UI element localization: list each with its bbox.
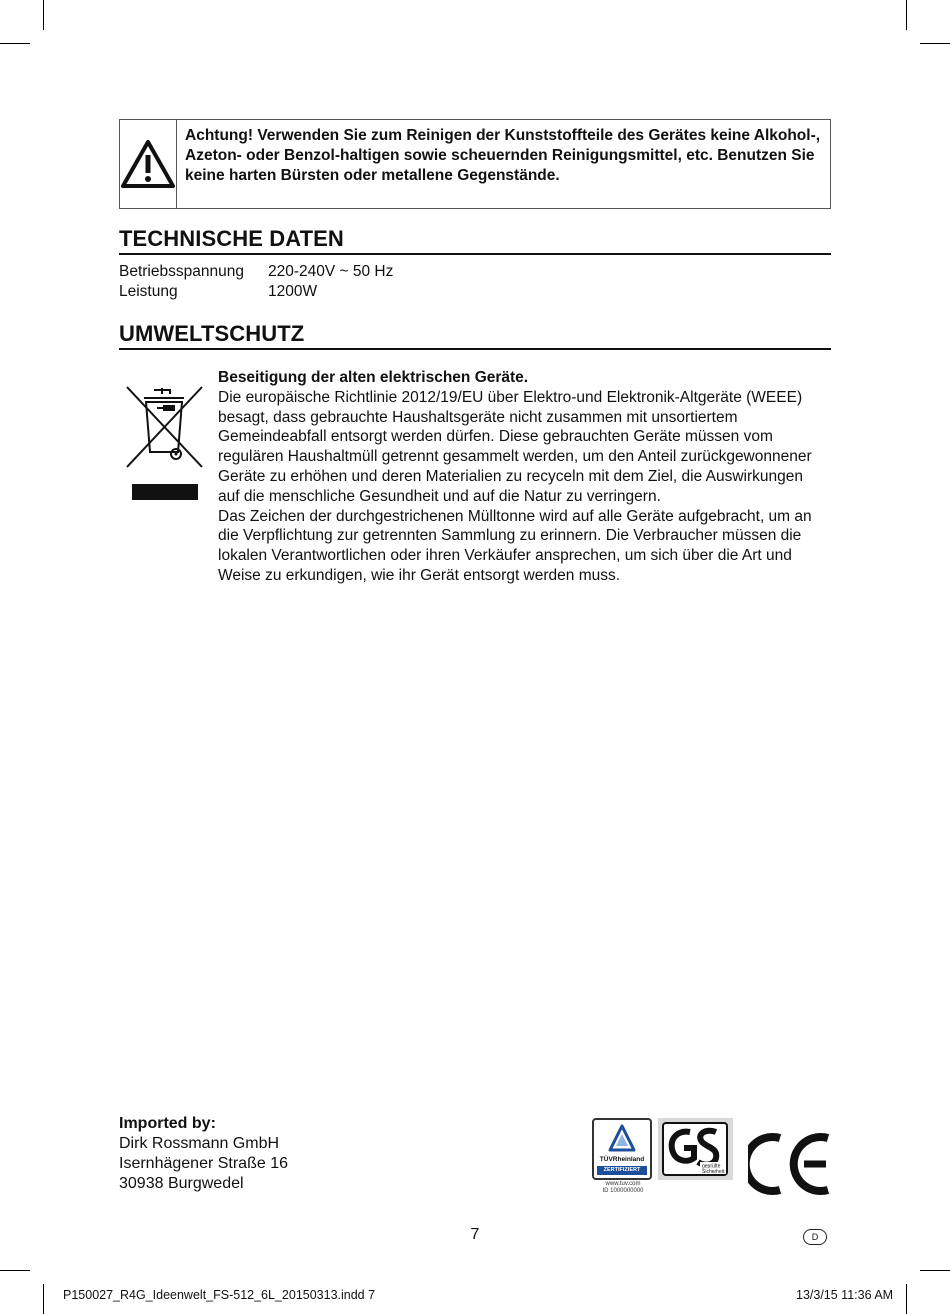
crop-mark [0, 1270, 30, 1271]
importer-label: Imported by: [119, 1115, 216, 1132]
crop-mark [43, 0, 44, 30]
spec-value: 220-240V ~ 50 Hz [268, 263, 394, 280]
spec-table [119, 262, 393, 302]
warning-triangle-icon [120, 139, 176, 189]
warning-icon-cell [120, 120, 177, 208]
ce-mark-icon [748, 1132, 832, 1196]
spec-row [119, 262, 393, 282]
disposal-paragraph-1: Die europäische Richtlinie 2012/19/EU über Elektro-und Elektronik-Altgeräte (WEEE) besagt, dass gebrauchte Haushaltsgeräte nicht zusammen mit unsortiertem Gemeindeabfall entsorgt werden dürfen. Diese gebrauchten Geräte müssen vom regulären Haushaltmüll getrennt gesammelt werden, um den Anteil zurückgewonnener Geräte zu erhöhen und deren Materialien zu recyceln mit dem Ziel, die Auswirkungen auf die menschliche Gesundheit und auf die Natur zu verringern. [218, 388, 812, 505]
importer-name: Dirk Rossmann GmbH [119, 1135, 280, 1152]
tuv-url [592, 1181, 654, 1195]
tuv-certified-label: ZERTIFIZIERT [597, 1166, 647, 1175]
importer-street: Isernhägener Straße 16 [119, 1155, 288, 1172]
crossed-out-wheelie-bin-icon [124, 384, 206, 504]
footer-file-name: P150027_R4G_Ideenwelt_FS-512_6L_20150313.indd 7 [63, 1288, 376, 1302]
spec-label: Betriebsspannung [119, 263, 244, 280]
tuv-url-text: www.tuv.com [605, 1181, 641, 1187]
footer-datetime: 13/3/15 11:36 AM [796, 1288, 894, 1302]
environment-text [218, 368, 828, 586]
spec-label: Leistung [119, 283, 178, 300]
disposal-paragraph-2: Das Zeichen der durchgestrichenen Mülltonne wird auf alle Geräte aufgebracht, um an die Verpflichtung zur getrennten Sammlung zu erinnern. Die Verbraucher müssen die lokalen Verantwortlichen oder ihren Verkäufer ansprechen, um sich über die Art und Weise zu erkundigen, wie ihr Gerät entsorgt werden muss. [218, 507, 812, 584]
crop-mark [920, 43, 950, 44]
gs-mark-icon [662, 1122, 728, 1176]
language-badge: D [803, 1229, 827, 1245]
crop-mark [906, 1284, 907, 1314]
technical-data-title: TECHNISCHE DATEN [119, 226, 831, 255]
gs-safety-logo [658, 1118, 733, 1180]
spec-value: 1200W [268, 283, 318, 300]
warning-box [119, 119, 831, 209]
importer-block [119, 1114, 288, 1194]
crop-mark [43, 1284, 44, 1314]
tuv-name: TÜVRheinland [599, 1156, 645, 1163]
tuv-triangle-icon [608, 1124, 636, 1154]
crop-mark [0, 43, 30, 44]
spec-row [119, 282, 393, 302]
tuv-id: ID 1000000000 [602, 1188, 644, 1194]
importer-city: 30938 Burgwedel [119, 1175, 244, 1192]
gs-text-2: Sicherheit [702, 1169, 725, 1175]
tuv-certification-logo [592, 1118, 652, 1180]
disposal-heading: Beseitigung der alten elektrischen Geräte. [218, 369, 529, 386]
crop-mark [906, 0, 907, 30]
crop-mark [920, 1270, 950, 1271]
environment-title: UMWELTSCHUTZ [119, 321, 831, 350]
page-number: 7 [470, 1226, 480, 1243]
warning-text: Achtung! Verwenden Sie zum Reinigen der Kunststoffteile des Gerätes keine Alkohol-, Azeton- oder Benzol-haltigen sowie scheuernden Reinigungsmittel, etc. Benutzen Sie keine harten Bürsten oder metallene Gegenstände. [185, 127, 821, 184]
gs-text-1: geprüfte [702, 1163, 721, 1170]
